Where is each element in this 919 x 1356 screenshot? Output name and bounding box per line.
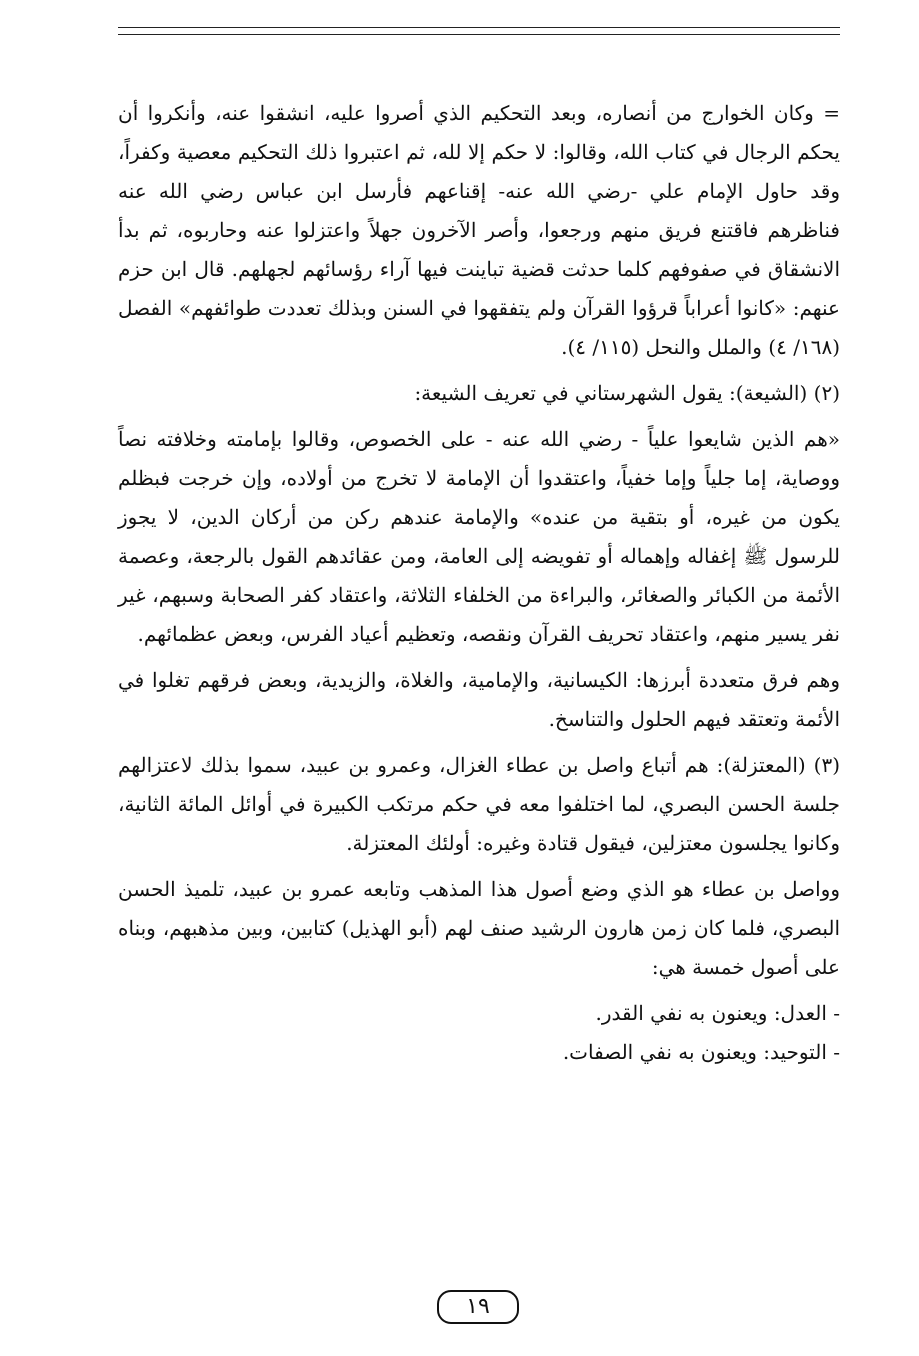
list-item-adl: - العدل: ويعنون به نفي القدر. — [595, 1001, 840, 1025]
paragraph-khawarij: = وكان الخوارج من أنصاره، وبعد التحكيم الذي أصروا عليه، انشقوا عنه، وأنكروا أن يحكم الرجال في كتاب الله، وقالوا: لا حكم إلا لله، ثم اعتبروا ذلك التحكيم معصية وكفراً، وقد حاول الإمام علي -رضي الله عنه- إقناعهم فأرسل ابن عباس رضي الله عنه فناظرهم فاقتنع فريق منهم ورجعوا، وأصر الآخرون جهلاً واعتزلوا عنه وحاربوه، ثم بدأ الانشقاق في صفوفهم كلما حدثت قضية تباينت فيها آراء رؤسائهم لجهلهم. قال ابن حزم عنهم: «كانوا أعراباً قرؤوا القرآن ولم يتفقهوا في السنن وبذلك تعددت طوائفهم» الفصل (١٦٨/ ٤) والملل والنحل (١١٥/ ٤). — [118, 101, 840, 359]
paragraph-shia-sects: وهم فرق متعددة أبرزها: الكيسانية، والإمامية، والغلاة، والزيدية، وبعض فرقهم تغلوا في الأئمة وتعتقد فيهم الحلول والتناسخ. — [118, 668, 840, 731]
header-rule-top — [118, 27, 840, 28]
page-body — [118, 94, 840, 1072]
paragraph-shia-heading: (٢) (الشيعة): يقول الشهرستاني في تعريف الشيعة: — [414, 381, 840, 405]
paragraph-mutazila: (٣) (المعتزلة): هم أتباع واصل بن عطاء الغزال، وعمرو بن عبيد، سموا بذلك لاعتزالهم جلسة الحسن البصري، لما اختلفوا معه في حكم مرتكب الكبيرة في أوائل المائة الثانية، وكانوا يجلسون معتزلين، فيقول قتادة وغيره: أولئك المعتزلة. — [118, 753, 840, 855]
paragraph-wasil: وواصل بن عطاء هو الذي وضع أصول هذا المذهب وتابعه عمرو بن عبيد، تلميذ الحسن البصري، فلما كان زمن هارون الرشيد صنف لهم (أبو الهذيل) كتابين، وبين مذهبهم، وبناه على أصول خمسة هي: — [118, 877, 840, 979]
list-item-tawhid: - التوحيد: ويعنون به نفي الصفات. — [562, 1040, 840, 1064]
header-rule-bottom — [118, 34, 840, 35]
page-number: ١٩ — [437, 1290, 519, 1324]
paragraph-shia-definition: «هم الذين شايعوا علياً - رضي الله عنه - على الخصوص، وقالوا بإمامته وخلافته نصاً ووصاية، إما جلياً وإما خفياً، واعتقدوا أن الإمامة لا تخرج من أولاده، وإن خرجت فبظلم يكون من غيره، أو بتقية من عنده» والإمامة عندهم ركن من أركان الدين، لا يجوز للرسول ﷺ إغفاله وإهماله أو تفويضه إلى العامة، ومن عقائدهم القول بالرجعة، وعصمة الأئمة من الكبائر والصغائر، والبراءة من الخلفاء الثلاثة، واعتقاد كفر الصحابة وسبهم، غير نفر يسير منهم، واعتقاد تحريف القرآن ونقصه، وتعظيم أعياد الفرس، وبعض عظمائهم. — [118, 427, 840, 646]
